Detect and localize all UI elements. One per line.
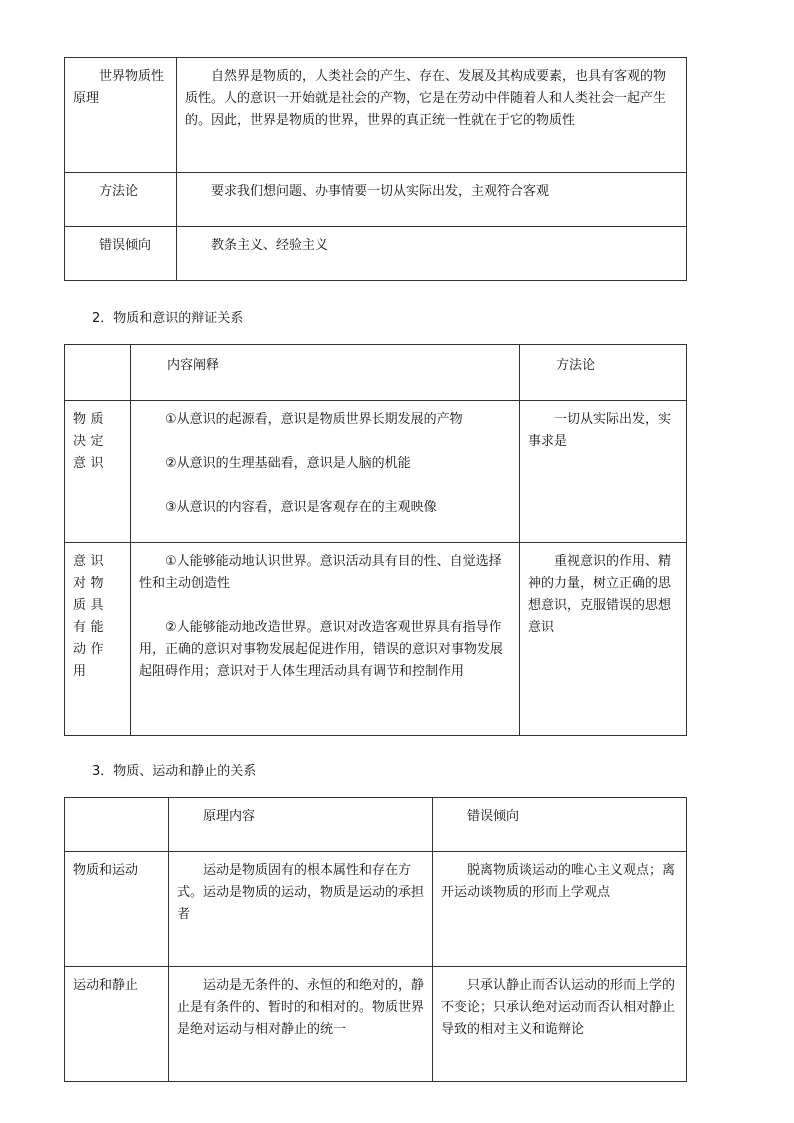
row-content: 教条主义、经验主义	[177, 227, 687, 281]
row-label: 运动和静止	[65, 967, 169, 1082]
row-error: 脱离物质谈运动的唯心主义观点；离开运动谈物质的形而上学观点	[433, 852, 687, 967]
header-cell-content: 原理内容	[169, 798, 433, 852]
table-row	[65, 58, 687, 173]
section-heading: 2．物质和意识的辩证关系	[92, 311, 244, 326]
list-item: ①从意识的起源看，意识是物质世界长期发展的产物	[165, 412, 463, 427]
row-method: 一切从实际出发，实事求是	[520, 401, 687, 543]
table-row	[65, 543, 687, 736]
row-method: 重视意识的作用、精神的力量，树立正确的思想意识，克服错误的思想意识	[520, 543, 687, 736]
header-cell-content: 内容阐释	[131, 345, 520, 401]
list-item: ③从意识的内容看，意识是客观存在的主观映像	[165, 500, 437, 515]
table-row	[65, 227, 687, 281]
row-label: 物质决定意识	[65, 401, 131, 543]
row-label: 物质和运动	[65, 852, 169, 967]
world-materiality-table	[64, 57, 687, 281]
row-error: 只承认静止而否认运动的形而上学的不变论；只承认绝对运动而否认相对静止导致的相对主义和诡辩论	[433, 967, 687, 1082]
row-content: 运动是无条件的、永恒的和绝对的，静止是有条件的、暂时的和相对的。物质世界是绝对运动与相对静止的统一	[169, 967, 433, 1082]
row-label: 世界物质性原理	[65, 58, 177, 173]
table-header-row	[65, 798, 687, 852]
header-cell-empty	[65, 798, 169, 852]
row-content: 自然界是物质的，人类社会的产生、存在、发展及其构成要素，也具有客观的物质性。人的意识一开始就是社会的产物，它是在劳动中伴随着人和人类社会一起产生的。因此，世界是物质的世界，世界的真正统一性就在于它的物质性	[177, 58, 687, 173]
row-content: 运动是物质固有的根本属性和存在方式。运动是物质的运动，物质是运动的承担者	[169, 852, 433, 967]
section-heading: 3．物质、运动和静止的关系	[92, 764, 257, 779]
row-content: 要求我们想问题、办事情要一切从实际出发，主观符合客观	[177, 173, 687, 227]
header-cell-error: 错误倾向	[433, 798, 687, 852]
header-cell-method: 方法论	[520, 345, 687, 401]
row-label: 意识对物质具有能动作用	[65, 543, 131, 736]
table-row	[65, 967, 687, 1082]
row-content	[131, 401, 520, 543]
matter-consciousness-table	[64, 344, 687, 736]
list-item: ②从意识的生理基础看，意识是人脑的机能	[165, 456, 411, 471]
table-row	[65, 401, 687, 543]
list-item: ②人能够能动地改造世界。意识对改造客观世界具有指导作用，正确的意识对事物发展起促进作用，错误的意识对事物发展起阻碍作用；意识对于人体生理活动具有调节和控制作用	[139, 620, 504, 679]
row-label: 错误倾向	[65, 227, 177, 281]
matter-motion-rest-table	[64, 797, 687, 1082]
table-row	[65, 173, 687, 227]
header-cell-empty	[65, 345, 131, 401]
row-label: 方法论	[65, 173, 177, 227]
row-content	[131, 543, 520, 736]
table-header-row	[65, 345, 687, 401]
list-item: ①人能够能动地认识世界。意识活动具有目的性、自觉选择性和主动创造性	[139, 554, 502, 591]
table-row	[65, 852, 687, 967]
